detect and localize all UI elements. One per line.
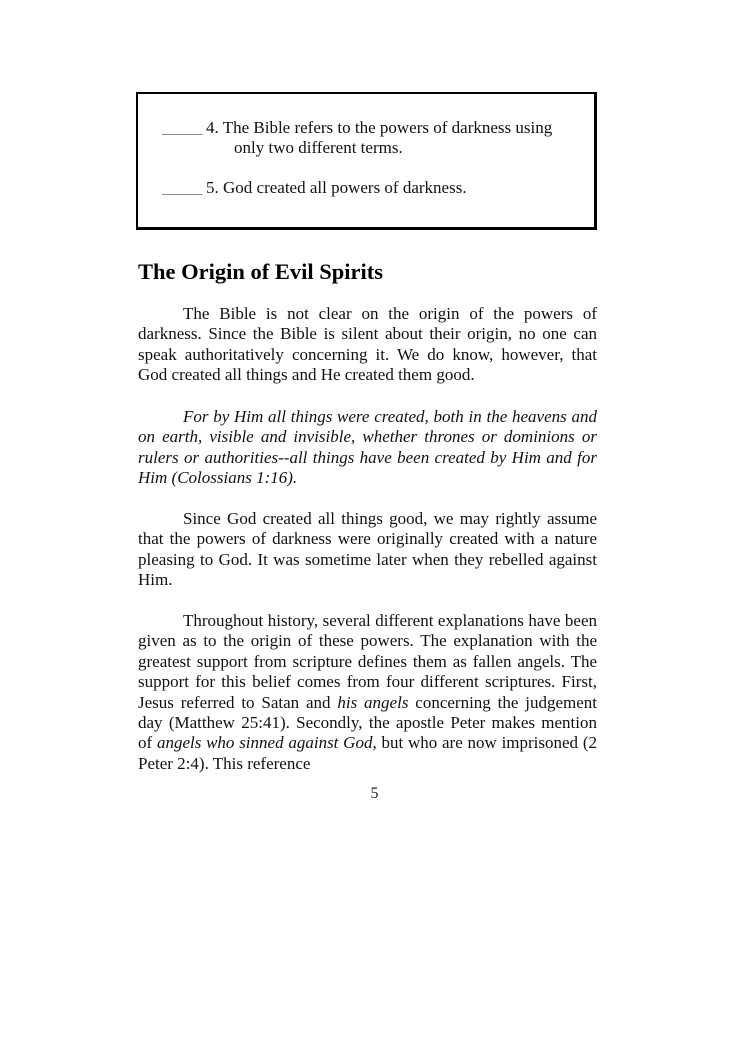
quiz-item-number: 5. (206, 178, 219, 197)
quiz-box (136, 92, 597, 230)
quiz-item-5 (162, 178, 467, 198)
quiz-item-number: 4. (206, 118, 219, 137)
quiz-item-text: The Bible refers to the powers of darkness using (222, 118, 553, 137)
italic-phrase: angels who sinned against God, (156, 733, 377, 753)
section-heading: The Origin of Evil Spirits (138, 259, 384, 284)
scripture-quote: For by Him all things were created, both in the heavens and on earth, visible and invisible, whether thrones or dominions or rulers or authorities--all things have been created by Him and for Him (Colossians 1:16). (138, 407, 597, 488)
paragraph-explanations (138, 611, 597, 774)
page-number: 5 (370, 785, 379, 802)
text-segment: but who are now imprisoned (2 Peter 2:4). This reference (138, 733, 597, 773)
answer-blank: _____ (162, 178, 202, 197)
paragraph-intro: The Bible is not clear on the origin of the powers of darkness. Since the Bible is silent about their origin, no one can speak authoritatively concerning it. We do know, however, that God created all things and He created them good. (138, 304, 597, 385)
italic-phrase: his angels (337, 692, 409, 712)
answer-blank: _____ (162, 118, 202, 137)
quiz-item-text-continued: only two different terms. (234, 138, 403, 157)
quiz-item-text: God created all powers of darkness. (223, 178, 467, 197)
text-segment: Throughout history, several different explanations have been given as to the origin of these powers. The explanation with the greatest support from scripture defines them as fallen angels. The support for this belief comes from four different scriptures. First, Jesus referred to Satan and (138, 611, 597, 712)
quiz-item-4 (162, 118, 552, 158)
text-segment: concerning the judgement day (Matthew 25:41). Secondly, the apostle Peter makes mention of (138, 692, 597, 753)
paragraph-assumption: Since God created all things good, we may rightly assume that the powers of darkness were originally created with a nature pleasing to God. It was sometime later when they rebelled against Him. (138, 509, 597, 590)
